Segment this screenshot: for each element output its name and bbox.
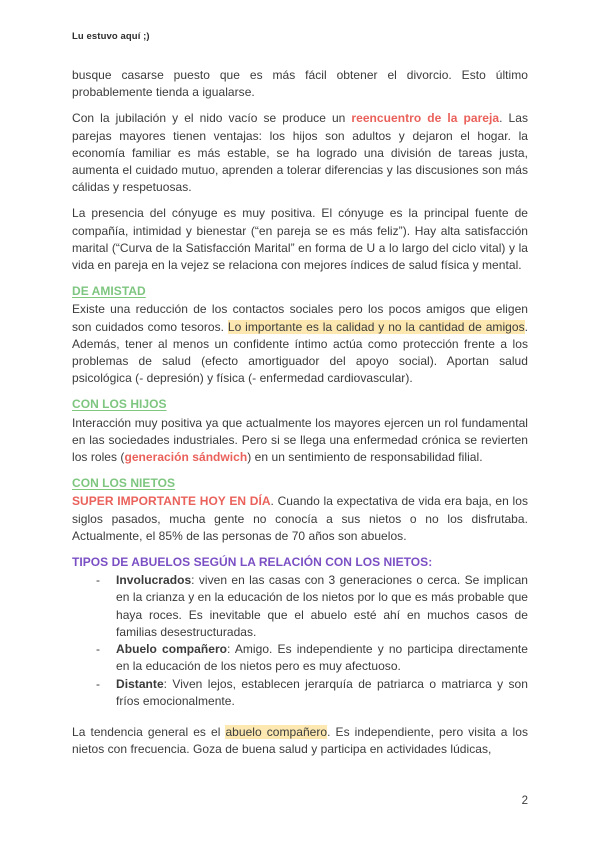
grandparent-types-list [72,572,528,710]
text-segment: . Las parejas mayores tienen ventajas: los hijos son adultos y dejaron el hogar. la economía familiar es más estable, se ha logrado una división de tareas justa, aumenta el cuidado mutuo, aprenden a tolerar diferencias y las discusiones son más cálidas y respetuosas. [72,111,528,195]
bullet-dash: - [96,573,101,588]
text-segment: : viven en las casas con 3 generaciones o cerca. Se implican en la crianza y en la educación de los nietos por lo que es más probable que haya roces. Es inevitable que el abuelo esté ahí en muchos casos de familias desestructuradas. [116,573,528,639]
text-segment: La tendencia general es el [72,724,226,739]
list-item-text [116,572,528,641]
page-number: 2 [521,795,528,807]
document-content [72,67,528,758]
text-segment: . Además, tener al menos un confidente íntimo actúa como protección frente a los problemas de salud (efecto amortiguador del apoyo social). Aportan salud psicológica (- depresión) y física (- enfermedad cardiovascular). [72,319,529,386]
text-segment-red-bold: reencuentro de la pareja [351,111,500,126]
list-item-text [116,676,528,710]
text-segment: ) en un sentimiento de responsabilidad filial. [247,450,483,465]
paragraph-conyuge [72,205,528,274]
paragraph-amistad [72,301,528,387]
text-segment: DE AMISTAD [72,284,146,299]
text-segment: TIPOS DE ABUELOS SEGÚN LA RELACIÓN CON LOS NIETOS: [72,555,433,570]
text-segment: Existe una reducción de los contactos sociales pero los pocos amigos que eligen son cuidados como tesoros. [72,302,528,334]
list-item [72,572,528,641]
text-segment: . Es independiente, pero visita a los nietos con frecuencia. Goza de buena salud y participa en actividades lúdicas, [72,724,529,757]
text-segment: Interacción muy positiva ya que actualmente los mayores ejercen un rol fundamental en las sociedades industriales. Pero si se llega una enfermedad crónica se revierten los roles ( [72,415,528,465]
text-segment-red-bold: SUPER IMPORTANTE HOY EN DÍA [72,494,271,509]
list-item-text [116,641,528,675]
text-segment-bold: Involucrados [116,573,192,588]
paragraph-nietos [72,493,528,545]
text-segment: La presencia del cónyuge es muy positiva. El cónyuge es la principal fuente de compañía, intimidad y bienestar (“en pareja se es más feliz”). Hay alta satisfacción marital (“Curva de la Satisfacción Marital” en forma de U a lo largo del ciclo vital) y la vida en pareja en la vejez se relaciona con mejores índices de salud física y mental. [72,206,528,273]
text-segment: CON LOS NIETOS [72,476,176,491]
list-item [72,676,528,710]
text-segment: : Amigo. Es independiente y no participa directamente en la educación de los nietos pero es muy afectuoso. [116,642,528,674]
text-segment: : Viven lejos, establecen jerarquía de patriarca o matriarca y son fríos emocionalmente. [116,676,528,708]
text-segment-highlight: abuelo compañero [225,724,328,739]
text-segment-bold: Abuelo compañero [116,642,228,657]
paragraph-tendencia [72,724,528,758]
paragraph-hijos [72,415,528,467]
bullet-dash: - [96,676,101,691]
text-segment: CON LOS HIJOS [72,397,167,412]
list-item [72,641,528,675]
subsection-heading-tipos-de-abuelos [72,554,528,571]
bullet-dash: - [96,642,101,657]
paragraph-divorcio [72,67,528,101]
text-segment-bold: Distante [116,676,164,691]
paragraph-jubilacion [72,110,528,196]
text-segment: Con la jubilación y el nido vacío se produce un [72,111,352,126]
section-heading-con-los-nietos [72,475,528,492]
text-segment-red-bold: generación sándwich [124,450,248,465]
section-heading-de-amistad [72,283,528,300]
header-note: Lu estuvo aquí ;) [72,31,150,42]
text-segment: . Cuando la expectativa de vida era baja, en los siglos pasados, mucha gente no conocía a sus nietos o no los disfrutaba. Actualmente, el 85% de las personas de 70 años son abuelos. [72,494,528,543]
text-segment: busque casarse puesto que es más fácil obtener el divorcio. Esto último probablemente tienda a igualarse. [72,68,528,100]
section-heading-con-los-hijos [72,396,528,413]
text-segment-highlight: Lo importante es la calidad y no la cantidad de amigos [227,319,525,334]
